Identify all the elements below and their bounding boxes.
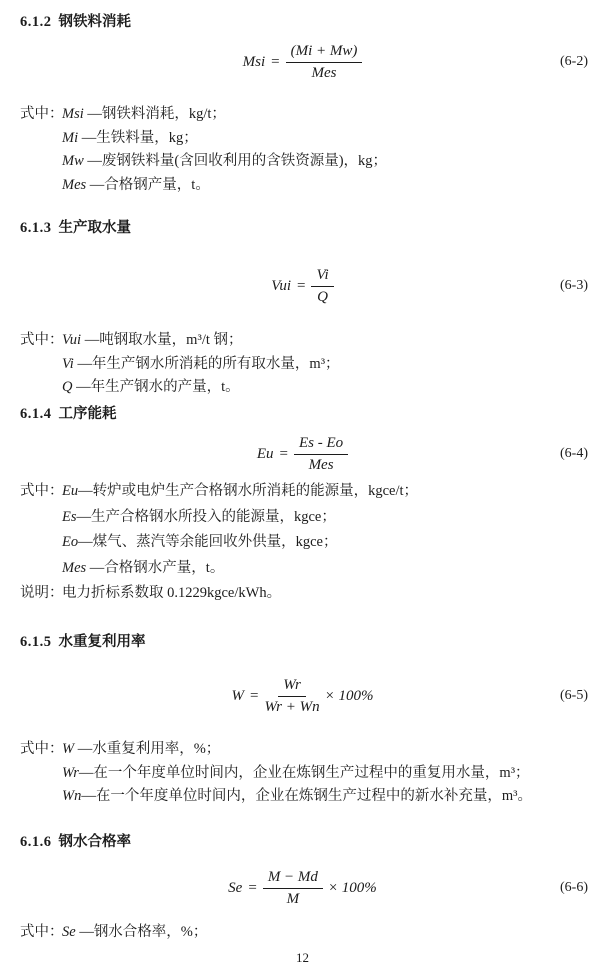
definitions-6-1-6 (20, 921, 595, 945)
equals-sign: = (248, 879, 257, 896)
definition-text: —年生产钢水所消耗的所有取水量，m³； (73, 355, 340, 372)
equation (243, 42, 363, 83)
equation-number: (6-5) (560, 688, 588, 703)
definition-row (20, 127, 595, 151)
numerator: Wr (278, 676, 306, 697)
equals-sign: = (250, 687, 259, 704)
definition-text: —吨钢取水量，m³/t 钢； (81, 332, 243, 348)
section-number: 6.1.3 (20, 220, 52, 236)
formula-6-6 (0, 866, 605, 910)
definition-text: —转炉或电炉生产合格钢水所消耗的能源量，kgce/t； (78, 483, 419, 499)
symbol: Es (62, 508, 77, 525)
symbol: Mw (62, 153, 84, 169)
equals-sign: = (279, 445, 288, 462)
fraction (311, 266, 333, 307)
equation (257, 434, 348, 475)
definition-text: —钢水合格率，%； (75, 924, 208, 940)
formula-lhs: Se (228, 879, 243, 896)
formula-lhs: Vui (271, 277, 292, 294)
definition-row (20, 376, 595, 400)
definition-text: —生产合格钢水所投入的能源量，kgce； (76, 508, 336, 525)
where-label: 式中： (20, 106, 64, 122)
fraction (286, 42, 363, 83)
fraction (263, 868, 323, 909)
equation (228, 868, 377, 909)
denominator: Q (317, 288, 329, 305)
definition-row (20, 103, 595, 127)
fraction (294, 434, 348, 475)
formula-6-5 (0, 674, 605, 718)
symbol: Vi (62, 355, 74, 372)
symbol: Eu (62, 483, 79, 499)
definition-text: —年生产钢水的产量，t。 (72, 379, 240, 395)
definition-row (20, 150, 595, 174)
definition-text: —生铁料量，kg； (78, 129, 198, 146)
numerator: (Mi + Mw) (286, 42, 363, 63)
equation-number: (6-6) (560, 880, 588, 895)
definition-row (20, 738, 595, 762)
denominator: Mes (311, 64, 337, 81)
formula-6-2 (0, 40, 605, 84)
section-title: 水重复利用率 (58, 634, 146, 650)
definition-row (20, 479, 595, 505)
denominator: Wr + Wn (264, 698, 320, 715)
symbol: Wr (62, 764, 79, 781)
denominator: Mes (308, 456, 334, 473)
symbol: Msi (62, 106, 84, 122)
section-title: 钢水合格率 (58, 834, 131, 850)
formula-6-4 (0, 432, 605, 476)
formula-6-3 (0, 264, 605, 308)
definition-row (20, 762, 595, 786)
definitions-6-1-4 (20, 479, 595, 607)
symbol: W (62, 741, 75, 757)
definition-text: —煤气、蒸汽等余能回收外供量，kgce； (78, 534, 338, 550)
definitions-6-1-2 (20, 103, 595, 197)
section-number: 6.1.4 (20, 406, 52, 422)
definition-text: —合格钢产量，t。 (86, 176, 210, 193)
definition-text: —水重复利用率，%； (74, 741, 221, 757)
equation-number: (6-2) (560, 54, 588, 69)
section-heading-6-1-6 (20, 830, 588, 851)
equals-sign: = (297, 277, 306, 294)
definition-text: —在一个年度单位时间内，企业在炼钢生产过程中的重复用水量，m³； (78, 764, 530, 781)
symbol: Mes (62, 176, 87, 193)
definition-text: —钢铁料消耗，kg/t； (83, 106, 226, 122)
definition-row (20, 329, 595, 353)
section-heading-6-1-3 (20, 216, 588, 237)
section-heading-6-1-2 (20, 10, 588, 31)
definition-row (20, 556, 595, 582)
definition-text: —在一个年度单位时间内，企业在炼钢生产过程中的新水补充量，m³。 (81, 788, 532, 804)
section-number: 6.1.6 (20, 834, 52, 850)
equals-sign: = (271, 53, 280, 70)
denominator: M (286, 890, 300, 907)
equation (271, 266, 333, 307)
equation-number: (6-4) (560, 446, 588, 461)
section-number: 6.1.2 (20, 14, 52, 30)
symbol: Wn (62, 788, 82, 804)
page-number: 12 (296, 950, 309, 965)
definition-text: —合格钢水产量，t。 (86, 559, 225, 576)
section-heading-6-1-4 (20, 402, 588, 423)
equation (232, 676, 374, 717)
section-title: 工序能耗 (58, 406, 117, 422)
definition-row (20, 174, 595, 198)
symbol: Q (62, 379, 73, 395)
note-row (20, 581, 595, 607)
formula-lhs: W (231, 687, 245, 704)
definitions-6-1-5 (20, 738, 595, 809)
section-title: 生产取水量 (58, 220, 131, 236)
definition-row (20, 505, 595, 531)
where-label: 式中： (20, 332, 64, 348)
numerator: M − Md (263, 868, 323, 889)
definition-text: —废钢铁料量(含回收利用的含铁资源量)，kg； (83, 153, 388, 169)
definitions-6-1-3 (20, 329, 595, 400)
note-label: 说明： (20, 585, 64, 601)
definition-row (20, 785, 595, 809)
formula-suffix: × 100% (327, 879, 377, 896)
section-number: 6.1.5 (20, 634, 52, 650)
definition-row (20, 530, 595, 556)
equation-number: (6-3) (560, 278, 588, 293)
definition-row (20, 353, 595, 377)
where-label: 式中： (20, 483, 64, 499)
formula-lhs: Eu (256, 445, 274, 462)
definition-row (20, 921, 595, 945)
where-label: 式中： (20, 924, 64, 940)
symbol: Mi (62, 129, 79, 146)
formula-suffix: × 100% (324, 687, 374, 704)
symbol: Se (62, 924, 76, 940)
note-text: 电力折标系数取 0.1229kgce/kWh。 (62, 585, 282, 601)
symbol: Mes (62, 559, 87, 576)
symbol: Eo (62, 534, 79, 550)
numerator: Vi (311, 266, 333, 287)
symbol: Vui (62, 332, 82, 348)
formula-lhs: Msi (242, 53, 266, 70)
fraction (264, 676, 319, 717)
section-heading-6-1-5 (20, 630, 588, 651)
section-title: 钢铁料消耗 (58, 14, 131, 30)
where-label: 式中： (20, 741, 64, 757)
numerator: Es - Eo (294, 434, 348, 455)
